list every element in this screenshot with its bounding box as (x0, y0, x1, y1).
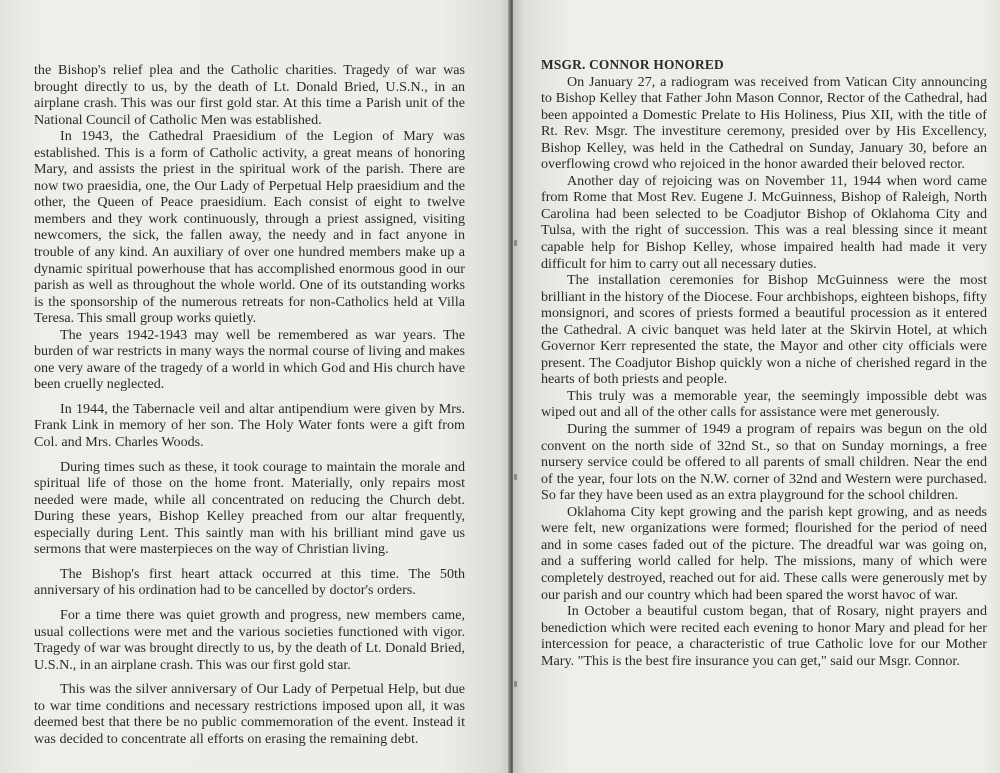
left-paragraph-8: This was the silver anniversary of Our Lady of Perpetual Help, but due to war time conditions and necessary restrictions imposed upon all, it was deemed best that there be no public commemoration of the event. Instead it was decided to concentrate all efforts on erasing the remaining debt. (34, 681, 465, 747)
right-paragraph-7: In October a beautiful custom began, that of Rosary, night prayers and benediction which were recited each evening to honor Mary and plead for her intercession for peace, a characteristic of true Catholic love for our Mother Mary. "This is the best fire insurance you can get," said our Msgr. Connor. (541, 603, 987, 669)
left-paragraph-6: The Bishop's first heart attack occurred at this time. The 50th anniversary of his ordination had to be cancelled by doctor's orders. (34, 565, 465, 599)
right-page (513, 0, 1000, 773)
right-paragraph-4: This truly was a memorable year, the seemingly impossible debt was wiped out and all of the other calls for assistance were met generously. (541, 387, 987, 421)
section-heading: MSGR. CONNOR HONORED (541, 57, 724, 72)
left-paragraph-3: The years 1942-1943 may well be remembered as war years. The burden of war restricts in many ways the normal course of living and makes one very aware of the tragedy of a world in which God and His church have been cruelly neglected. (34, 326, 465, 393)
right-paragraph-5: During the summer of 1949 a program of repairs was begun on the old convent on the north side of 32nd St., so that on Sunday mornings, a free nursery service could be offered to all parents of small children. Near the end of the year, four lots on the N.W. corner of 32nd and Western were purchased. So far they have been used as an extra playground for the school children. (541, 421, 987, 504)
left-paragraph-1: the Bishop's relief plea and the Catholic charities. Tragedy of war was brought directly to us, by the death of Lt. Donald Bried, U.S.N., in an airplane crash. This was our first gold star. At this time a Parish unit of the National Council of Catholic Men was established. (34, 62, 465, 128)
right-paragraph-3: The installation ceremonies for Bishop McGuinness were the most brilliant in the history of the Diocese. Four archbishops, eighteen bishops, fifty monsignori, and scores of priests formed a beautiful procession as it entered the Cathedral. A civic banquet was held later at the Skirvin Hotel, at which Governor Kerr represented the state, the Mayor and other city officials were present. The Coadjutor Bishop quickly won a niche of cherished regard in the hearts of both priests and people. (541, 272, 987, 388)
right-paragraph-2: Another day of rejoicing was on November 11, 1944 when word came from Rome that Most Rev. Eugene J. McGuinness, Bishop of Raleigh, North Carolina had been selected to be Coadjutor Bishop of Oklahoma City and Tulsa, with the right of succession. This was a real blessing since it meant capable help for Bishop Kelley, whose impaired health had made it very difficult for him to carry out all necessary duties. (541, 172, 987, 272)
left-paragraph-5: During times such as these, it took courage to maintain the morale and spiritual life of those on the home front. Materially, only repairs most needed were made, while all concentrated on reducing the Church debt. During these years, Bishop Kelley preached from our altar frequently, especially during Lent. This saintly man with his brilliant mind gave us sermons that were masterpieces on the way of Christian living. (34, 458, 465, 558)
left-paragraph-7: For a time there was quiet growth and progress, new members came, usual collections were met and the various societies functioned with vigor. Tragedy of war was brought directly to us, by the death of Lt. Donald Bried, U.S.N., in an airplane crash. This was our first gold star. (34, 606, 465, 673)
binding-mark (514, 240, 517, 246)
left-paragraph-4: In 1944, the Tabernacle veil and altar antipendium were given by Mrs. Frank Link in memory of her son. The Holy Water fonts were a gift from Col. and Mrs. Charles Woods. (34, 400, 465, 451)
right-paragraph-6: Oklahoma City kept growing and the parish kept growing, and as needs were felt, new organizations were formed; flourished for the period of need and in some cases faded out of the picture. The dreadful war was going on, and a suffering world called for help. The missions, many of which were completely destroyed, reached out for aid. These calls were generously met by our parish and our country which had been spared the worst havoc of war. (541, 503, 987, 603)
right-paragraph-1: On January 27, a radiogram was received from Vatican City announcing to Bishop Kelley that Father John Mason Connor, Rector of the Cathedral, had been appointed a Domestic Prelate to His Holiness, Pius XII, with the title of Rt. Rev. Msgr. The investiture ceremony, presided over by His Excellency, Bishop Kelley, was held in the Cathedral on Sunday, January 30, before an overflowing crowd who rejoiced in the honor awarded their beloved rector. (541, 73, 987, 173)
binding-mark (514, 474, 517, 480)
left-paragraph-2: In 1943, the Cathedral Praesidium of the Legion of Mary was established. This is a form of Catholic activity, a great means of honoring Mary, and assists the priest in the spiritual work of the parish. There are now two praesidia, one, the Our Lady of Perpetual Help praesidium and the other, the Queen of Peace praesidium. Each consist of eight to twelve members and they work continuously, through a priest assigned, visiting newcomers, the sick, the fallen away, the needy and in fact anyone in trouble of any kind. An auxiliary of over one hundred members make up a dynamic spiritual powerhouse that has accomplished enormous good in our parish as well as throughout the whole world. One of its outstanding works is the sponsorship of the numerous retreats for non-Catholics held at Villa Teresa. This small group works quietly. (34, 128, 465, 327)
binding-mark (514, 681, 517, 687)
